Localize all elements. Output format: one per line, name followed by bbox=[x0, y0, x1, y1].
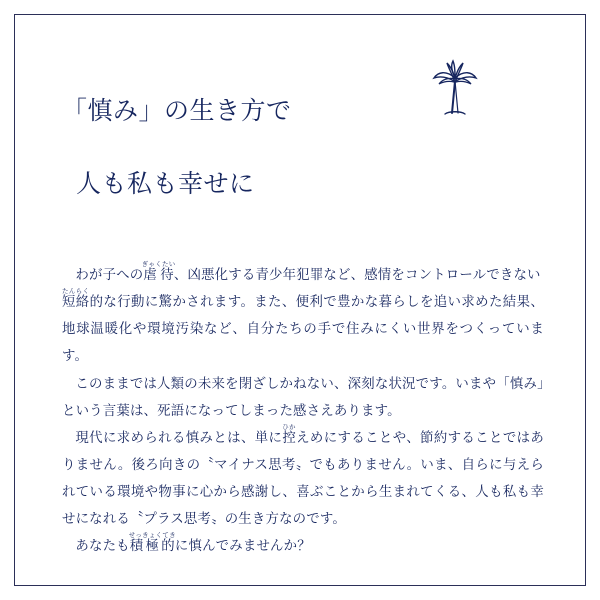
ruby-gyakutai: 虐待ぎゃくたい bbox=[141, 261, 176, 283]
ruby-tanraku: 短絡たんらく bbox=[62, 288, 90, 310]
palm-tree-logo-icon bbox=[420, 42, 490, 126]
headline-line-2: 人も私も幸せに bbox=[76, 170, 255, 198]
ruby-sekkyokuteki: 積極的せっきょくてき bbox=[128, 532, 176, 554]
body-copy bbox=[62, 261, 544, 559]
paragraph-4: あなたも積極的せっきょくてきに慎んでみませんか？ bbox=[75, 532, 311, 554]
paragraph-3: 現代に求められる慎みとは、単に控ひかえめにすることや、節約することではありません。後ろ向きの〝マイナス思考〟でもありません。いま、自らに与えられている環境や物事に心から感謝し、喜ぶことから生まれてくる、人も私も幸せになれる〝プラス思考〟の生き方なのです。 bbox=[62, 423, 544, 526]
paragraph-1: わが子への虐待ぎゃくたい、凶悪化する青少年犯罪など、感情をコントロールできない短絡たんらく的な行動に驚かされます。また、便利で豊かな暮らしを追い求めた結果、地球温暖化や環境汚染など、自分たちの手で住みにくい世界をつくっています。 bbox=[62, 261, 545, 364]
headline-line-1: 「慎み」の生き方で bbox=[62, 98, 292, 126]
headline-row bbox=[62, 42, 544, 239]
page-content bbox=[14, 14, 586, 586]
paragraph-2: このままでは人類の未来を閉ざしかねない、深刻な状況です。いまや「慎み」という言葉は、死語になってしまった感さえあります。 bbox=[62, 375, 544, 418]
ruby-hikae: 控ひか bbox=[282, 423, 297, 445]
page-title bbox=[62, 42, 292, 239]
